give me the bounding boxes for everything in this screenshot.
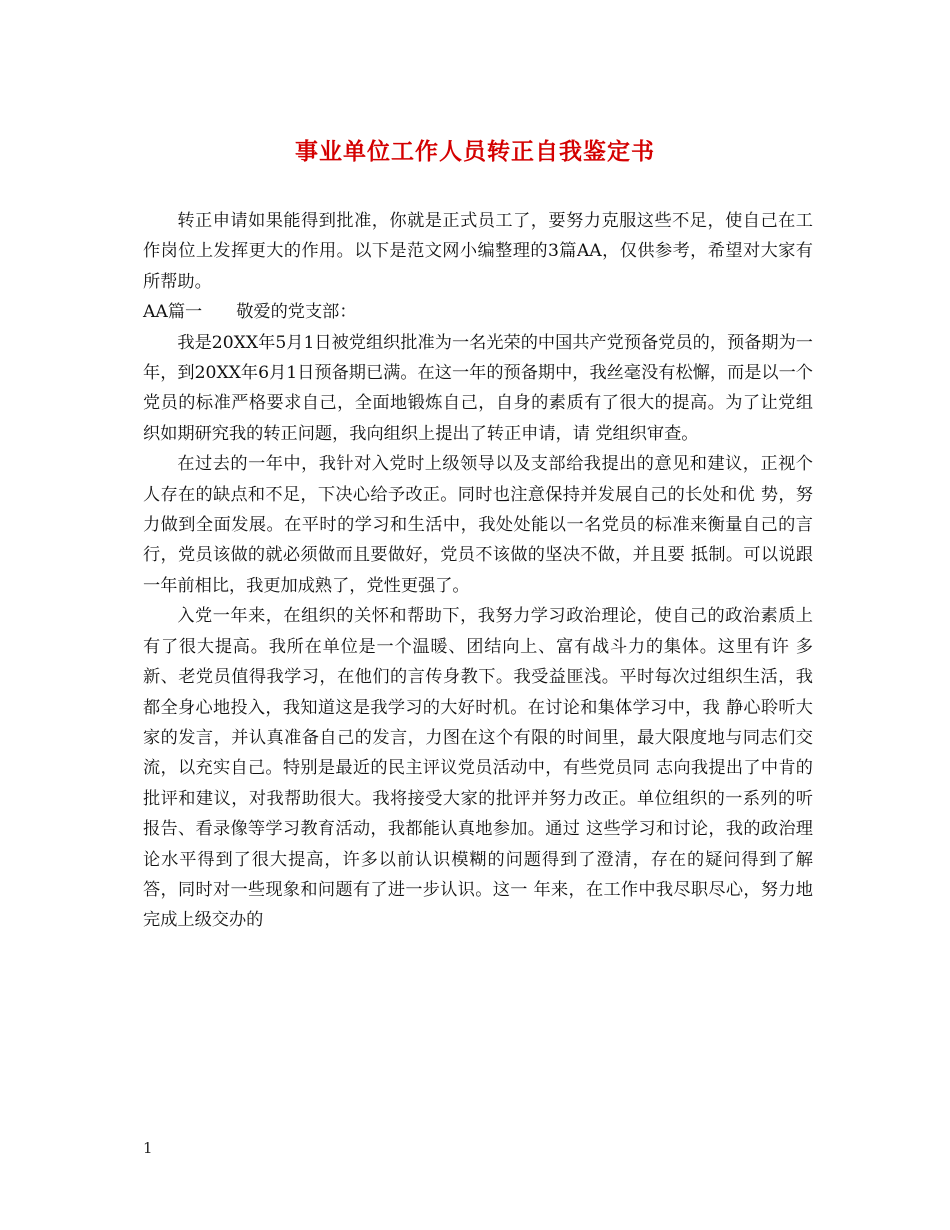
salutation: 敬爱的党支部： bbox=[236, 302, 357, 323]
intro-paragraph: 转正申请如果能得到批准，你就是正式员工了，要努力克服这些不足，使自己在工作岗位上发挥更大的作用。以下是范文网小编整理的3篇AA，仅供参考，希望对大家有所帮助。 bbox=[143, 211, 813, 292]
body-paragraph-2: 在过去的一年中，我针对入党时上级领导以及支部给我提出的意见和建议，正视个人存在的缺点和不足，下决心给予改正。同时也注意保持并发展自己的长处和优 势，努力做到全面发展。在平时的学习和生活中，我处处能以一名党员的标准来衡量自己的言行，党员该做的就必须做而且要做好，党员不该做的坚决不做，并且要 抵制。可以说跟一年前相比，我更加成熟了，党性更强了。 bbox=[143, 454, 813, 596]
section-label: AA篇一 bbox=[143, 302, 203, 323]
page-number: 1 bbox=[143, 1139, 153, 1157]
document-title: 事业单位工作人员转正自我鉴定书 bbox=[295, 139, 655, 165]
body-paragraph-3: 入党一年来，在组织的关怀和帮助下，我努力学习政治理论，使自己的政治素质上有了很大提高。我所在单位是一个温暖、团结向上、富有战斗力的集体。这里有许 多新、老党员值得我学习，在他们的言传身教下。我受益匪浅。平时每次过组织生活，我都全身心地投入，我知道这是我学习的大好时机。在讨论和集体学习中，我 静心聆听大家的发言，并认真准备自己的发言，力图在这个有限的时间里，最大限度地与同志们交流，以充实自己。特别是最近的民主评议党员活动中，有些党员同 志向我提出了中肯的批评和建议，对我帮助很大。我将接受大家的批评并努力改正。单位组织的一系列的听报告、看录像等学习教育活动，我都能认真地参加。通过 这些学习和讨论，我的政治理论水平得到了很大提高，许多以前认识模糊的问题得到了澄清，存在的疑问得到了解答，同时对一些现象和问题有了进一步认识。这一 年来，在工作中我尽职尽心，努力地完成上级交办的 bbox=[143, 606, 813, 931]
section-heading-line bbox=[143, 297, 813, 327]
document-body bbox=[143, 206, 813, 936]
body-paragraph-1: 我是20XX年5月1日被党组织批准为一名光荣的中国共产党预备党员的，预备期为一年，到20XX年6月1日预备期已满。在这一年的预备期中，我丝毫没有松懈，而是以一个党员的标准严格要求自己，全面地锻炼自己，自身的素质有了很大的提高。为了让党组织如期研究我的转正问题，我向组织上提出了转正申请，请 党组织审查。 bbox=[143, 332, 813, 444]
